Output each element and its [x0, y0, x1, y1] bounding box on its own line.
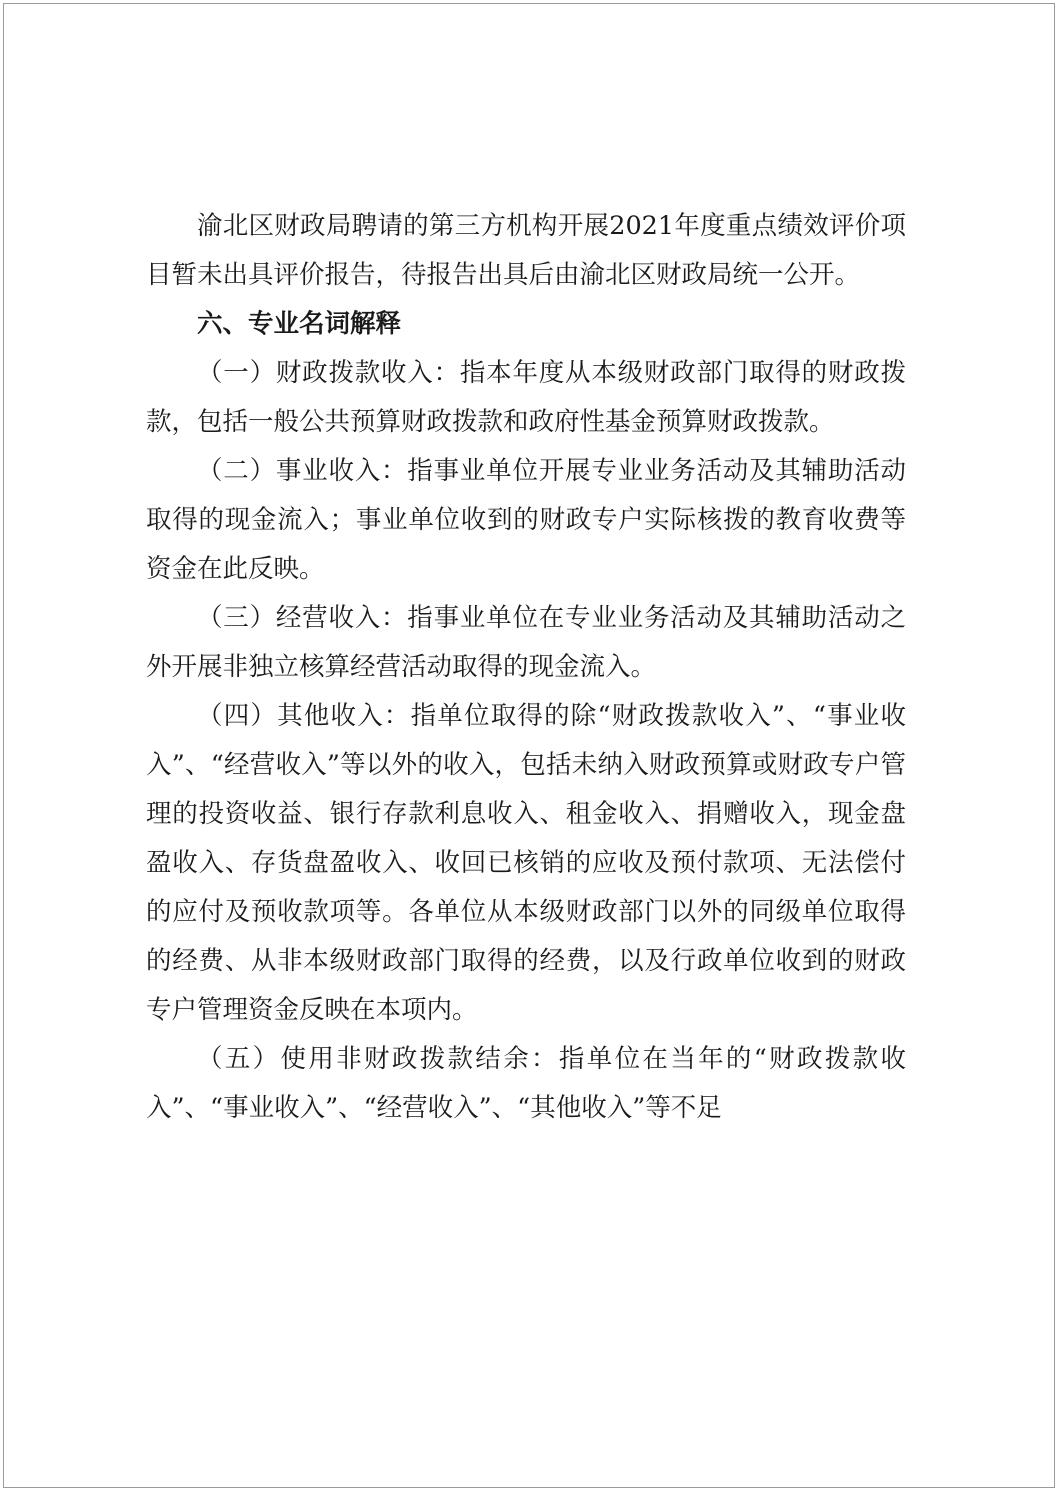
paragraph-other-income: （四）其他收入：指单位取得的除“财政拨款收入”、“事业收入”、“经营收入”等以外的收入，包括未纳入财政预算或财政专户管理的投资收益、银行存款利息收入、租金收入、捐赠收入，现金盘盈收入、存货盘盈收入、收回已核销的应收及预付款项、无法偿付的应付及预收款项等。各单位从本级财政部门以外的同级单位取得的经费、从非本级财政部门取得的经费，以及行政单位收到的财政专户管理资金反映在本项内。	[146, 701, 906, 1025]
document-body	[146, 202, 906, 1133]
document-page	[3, 3, 1055, 1488]
section-heading-terms: 六、专业名词解释	[197, 309, 402, 339]
paragraph-evaluation-notice: 渝北区财政局聘请的第三方机构开展2021年度重点绩效评价项目暂未出具评价报告，待报告出具后由渝北区财政局统一公开。	[146, 211, 906, 290]
paragraph-business-income: （二）事业收入：指事业单位开展专业业务活动及其辅助活动取得的现金流入；事业单位收到的财政专户实际核拨的教育收费等资金在此反映。	[146, 456, 906, 584]
paragraph-non-fiscal-balance: （五）使用非财政拨款结余：指单位在当年的“财政拨款收入”、“事业收入”、“经营收入”、“其他收入”等不足	[146, 1044, 906, 1123]
paragraph-operating-income: （三）经营收入：指事业单位在专业业务活动及其辅助活动之外开展非独立核算经营活动取得的现金流入。	[146, 603, 906, 682]
paragraph-fiscal-appropriation-income: （一）财政拨款收入：指本年度从本级财政部门取得的财政拨款，包括一般公共预算财政拨款和政府性基金预算财政拨款。	[146, 358, 906, 437]
